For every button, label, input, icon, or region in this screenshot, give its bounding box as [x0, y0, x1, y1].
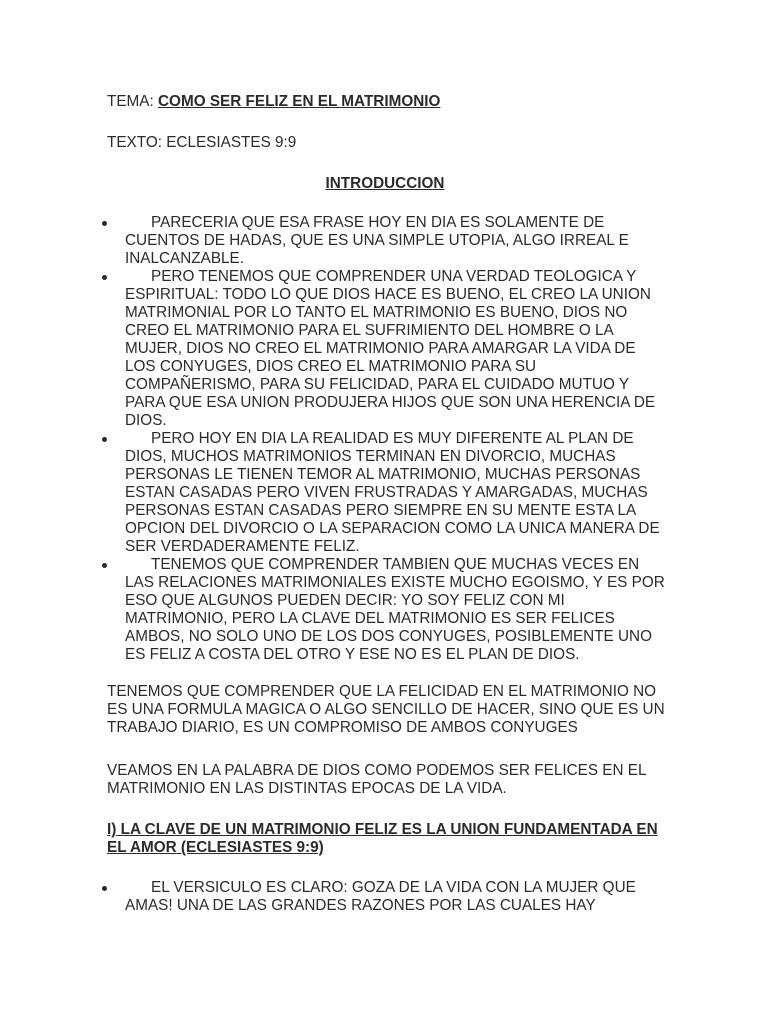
list-item: TENEMOS QUE COMPRENDER TAMBIEN QUE MUCHAS VECES EN LAS RELACIONES MATRIMONIALES EXISTE MUCHO EGOISMO, Y ES POR ESO QUE ALGUNOS PUEDEN DECIR: YO SOY FELIZ CON MI MATRIMONIO, PERO LA CLAVE DEL MATRIMONIO ES SER FELICES AMBOS, NO SOLO UNO DE LOS DOS CONYUGES, POSIBLEMENTE UNO ES FELIZ A COSTA DEL OTRO Y ESE NO ES EL PLAN DE DIOS.	[0, 556, 768, 664]
intro-bullet-list	[0, 214, 768, 664]
bullet-dot	[102, 221, 107, 226]
tema-label: TEMA:	[107, 93, 158, 110]
bullet-dot	[102, 437, 107, 442]
list-item: PARECERIA QUE ESA FRASE HOY EN DIA ES SOLAMENTE DE CUENTOS DE HADAS, QUE ES UNA SIMPLE UTOPIA, ALGO IRREAL E INALCANZABLE.	[0, 214, 768, 268]
tema-title: COMO SER FELIZ EN EL MATRIMONIO	[158, 93, 441, 110]
texto-line: TEXTO: ECLESIASTES 9:9	[107, 134, 297, 151]
bullet-dot	[102, 275, 107, 280]
tema-line	[107, 93, 667, 111]
paragraph-felicidad: TENEMOS QUE COMPRENDER QUE LA FELICIDAD EN EL MATRIMONIO NO ES UNA FORMULA MAGICA O ALGO SENCILLO DE HACER, SINO QUE ES UN TRABAJO DIARIO, ES UN COMPROMISO DE AMBOS CONYUGES	[107, 683, 665, 736]
paragraph-veamos: VEAMOS EN LA PALABRA DE DIOS COMO PODEMOS SER FELICES EN EL MATRIMONIO EN LAS DISTINTAS EPOCAS DE LA VIDA.	[107, 762, 646, 797]
introduccion-heading: INTRODUCCION	[325, 175, 445, 192]
list-item: PERO HOY EN DIA LA REALIDAD ES MUY DIFERENTE AL PLAN DE DIOS, MUCHOS MATRIMONIOS TERMINAN EN DIVORCIO, MUCHAS PERSONAS LE TIENEN TEMOR AL MATRIMONIO, MUCHAS PERSONAS ESTAN CASADAS PERO VIVEN FRUSTRADAS Y AMARGADAS, MUCHAS PERSONAS ESTAN CASADAS PERO SIEMPRE EN SU MENTE ESTA LA OPCION DEL DIVORCIO O LA SEPARACION COMO LA UNICA MANERA DE SER VERDADERAMENTE FELIZ.	[0, 430, 768, 556]
bullet-dot	[102, 563, 107, 568]
list-item: PERO TENEMOS QUE COMPRENDER UNA VERDAD TEOLOGICA Y ESPIRITUAL: TODO LO QUE DIOS HACE ES BUENO, EL CREO LA UNION MATRIMONIAL POR LO TANTO EL MATRIMONIO ES BUENO, DIOS NO CREO EL MATRIMONIO PARA EL SUFRIMIENTO DEL HOMBRE O LA MUJER, DIOS NO CREO EL MATRIMONIO PARA AMARGAR LA VIDA DE LOS CONYUGES, DIOS CREO EL MATRIMONIO PARA SU COMPAÑERISMO, PARA SU FELICIDAD, PARA EL CUIDADO MUTUO Y PARA QUE ESA UNION PRODUJERA HIJOS QUE SON UNA HERENCIA DE DIOS.	[0, 268, 768, 430]
bullet-dot	[102, 886, 107, 891]
section-heading-1: I) LA CLAVE DE UN MATRIMONIO FELIZ ES LA UNION FUNDAMENTADA EN EL AMOR (ECLESIASTES 9:9)	[107, 821, 658, 856]
list-item: EL VERSICULO ES CLARO: GOZA DE LA VIDA CON LA MUJER QUE AMAS! UNA DE LAS GRANDES RAZONES POR LAS CUALES HAY	[0, 879, 768, 915]
section1-bullet-list	[0, 879, 768, 915]
